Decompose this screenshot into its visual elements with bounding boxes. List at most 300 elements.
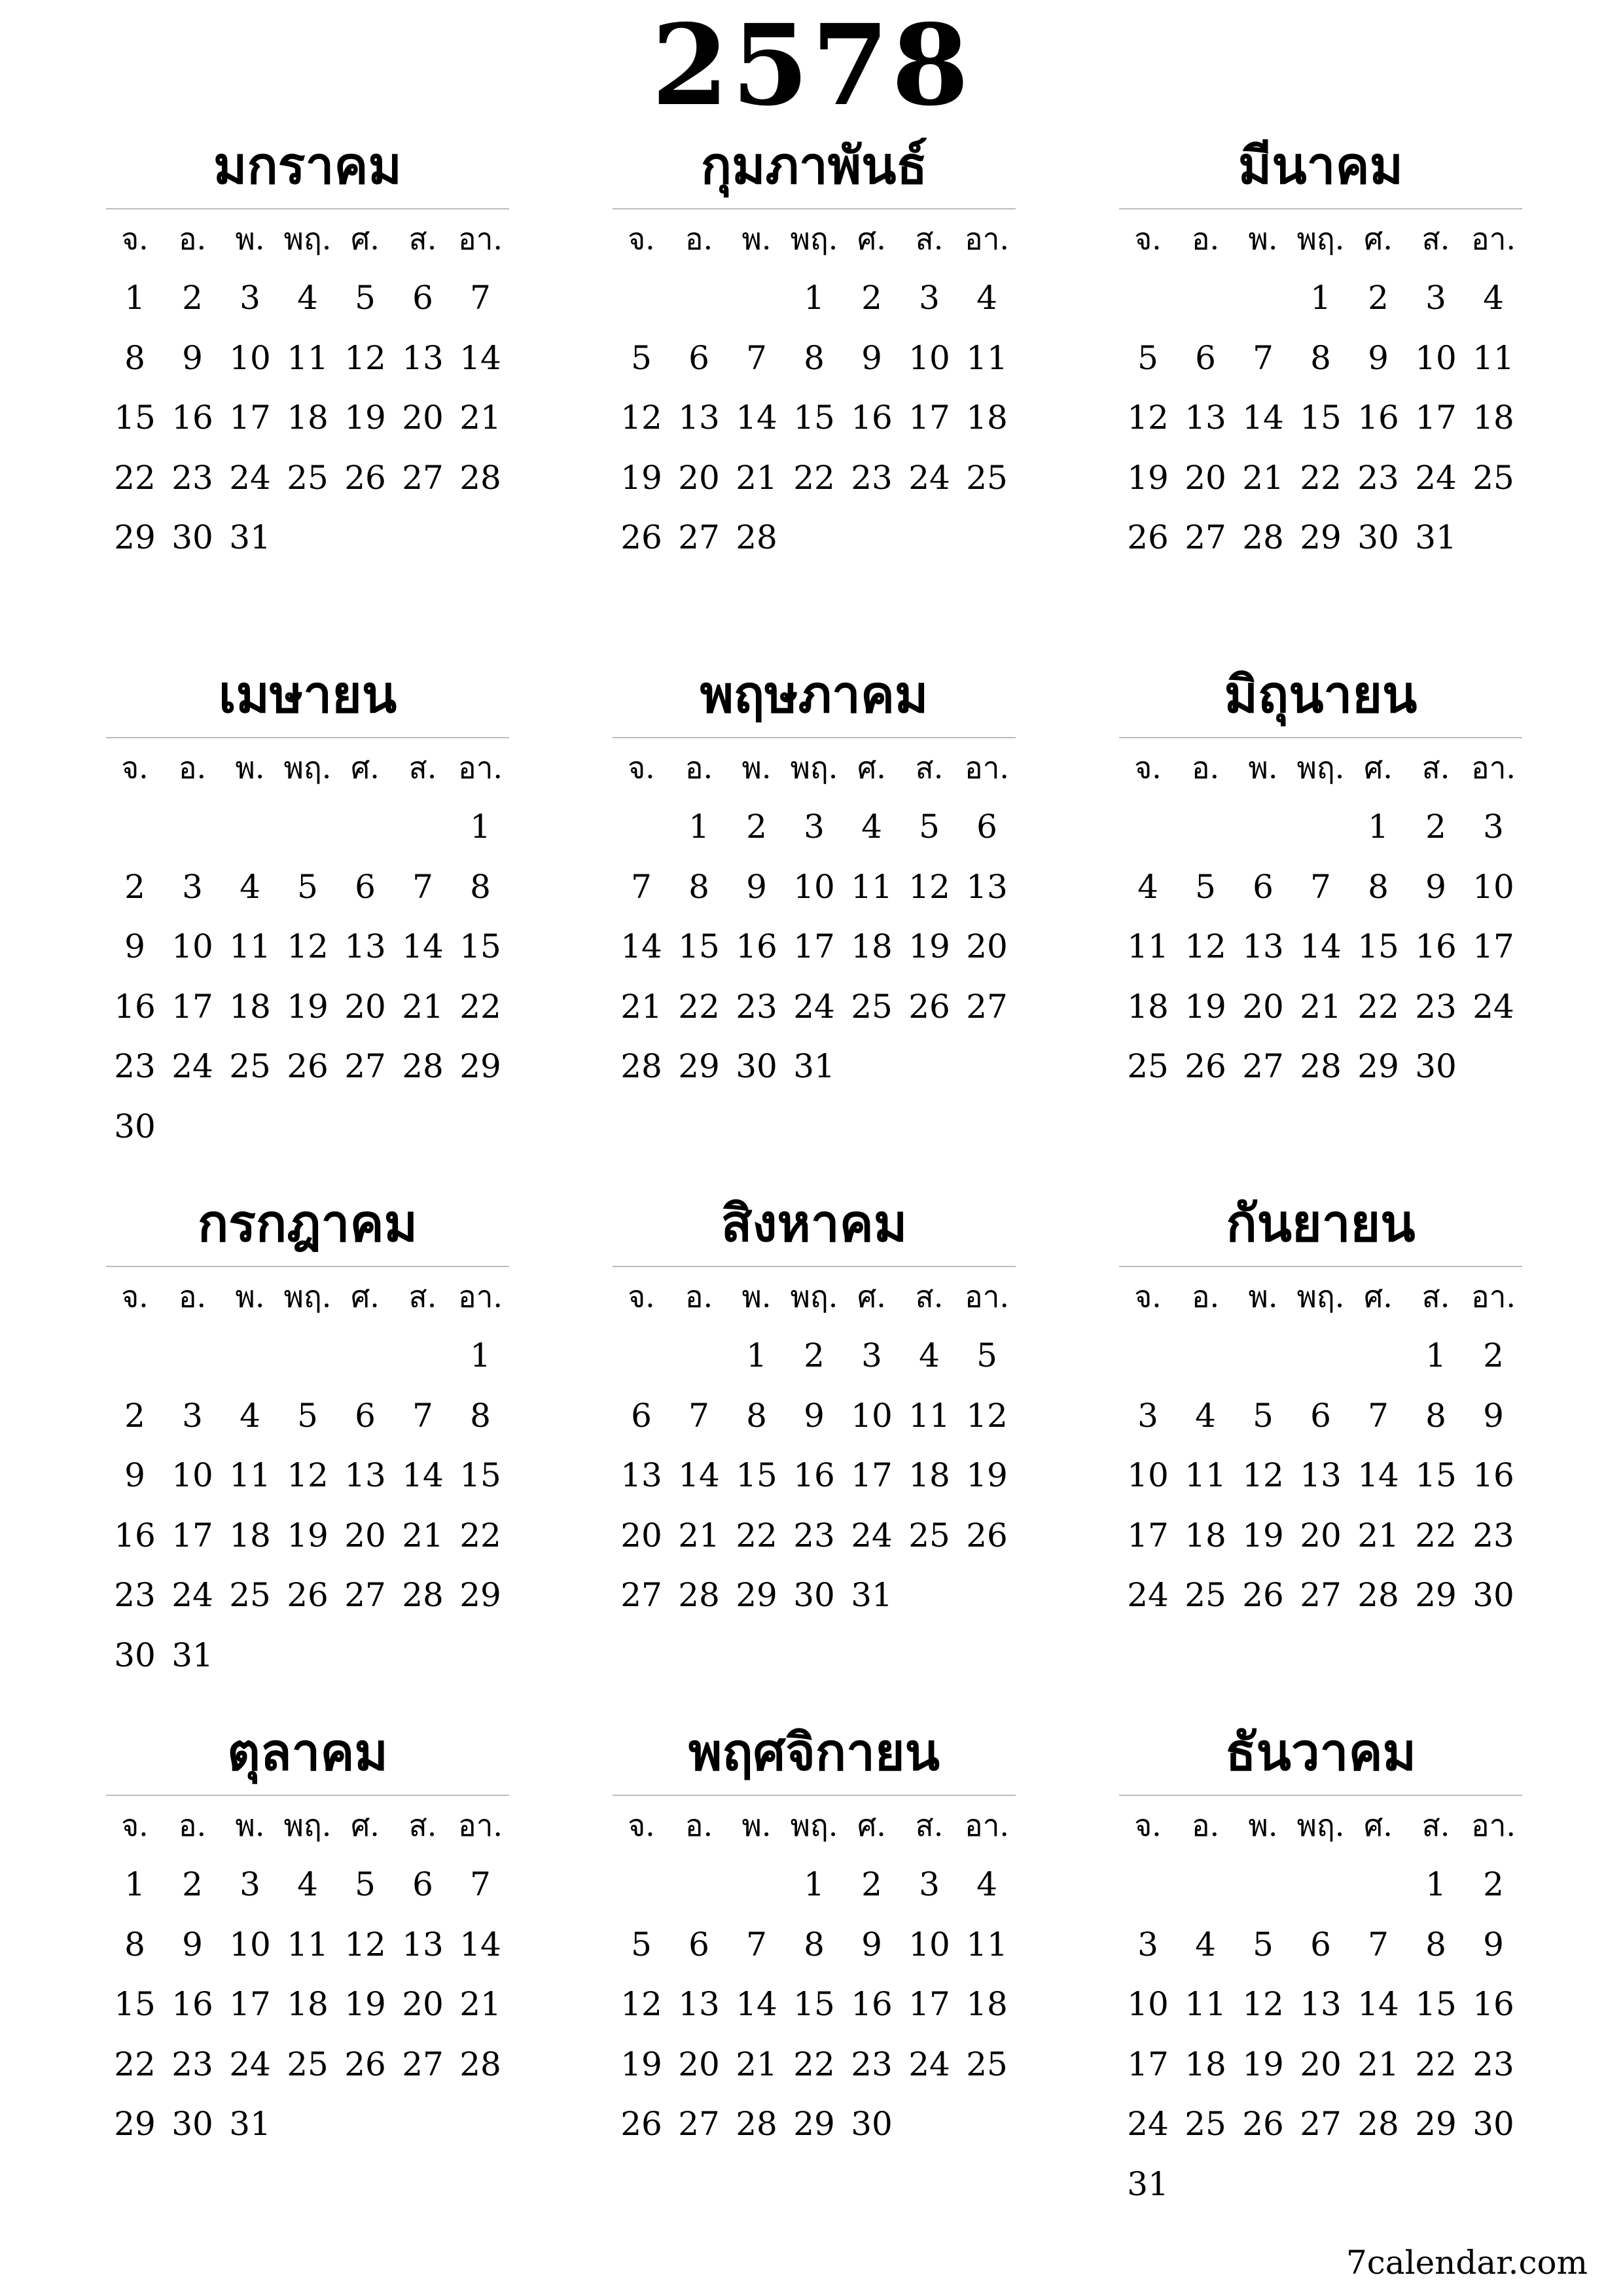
day-cell: 5 (355, 1865, 376, 1903)
weekday-label: ส. (408, 750, 437, 785)
empty-cell (336, 1326, 394, 1386)
day-cell: 11 (229, 1456, 271, 1494)
day-cell: 22 (1357, 987, 1399, 1026)
day-cell: 29 (1415, 1576, 1457, 1614)
weekday-label: จ. (121, 1808, 149, 1843)
day-cell: 19 (620, 458, 662, 497)
weekday-label: อา. (1471, 750, 1516, 785)
day-cell: 7 (412, 1396, 433, 1435)
day-cell: 7 (746, 338, 767, 377)
day-cell: 12 (344, 338, 386, 377)
day-cell: 22 (736, 1516, 777, 1554)
weekday-label: พฤ. (1296, 1808, 1345, 1843)
day-cell: 27 (678, 518, 720, 556)
day-cell: 24 (229, 458, 271, 497)
day-cell: 26 (344, 458, 386, 497)
empty-cell (1234, 1326, 1292, 1386)
day-cell: 12 (908, 867, 950, 906)
day-cell: 23 (1472, 1516, 1514, 1554)
weekday-label: พ. (235, 750, 265, 785)
weekday-label: อา. (964, 1279, 1010, 1314)
day-cell: 9 (804, 1396, 825, 1435)
day-cell: 8 (1425, 1396, 1446, 1435)
day-cell: 15 (1415, 1456, 1457, 1494)
day-cell: 30 (851, 2105, 893, 2143)
weekday-label: จ. (121, 221, 149, 257)
day-cell: 17 (171, 987, 213, 1026)
day-cell: 15 (793, 399, 835, 437)
day-cell: 5 (297, 1396, 318, 1435)
day-cell: 9 (1483, 1396, 1504, 1435)
month-name: กุมภาพันธ์ (700, 137, 928, 196)
day-cell: 5 (976, 1336, 997, 1374)
day-cell: 20 (1300, 2045, 1342, 2083)
day-cell: 29 (459, 1576, 501, 1614)
day-grid (106, 797, 509, 1157)
day-cell: 22 (114, 2045, 156, 2083)
day-cell: 27 (1242, 1047, 1284, 1085)
day-cell: 1 (1425, 1336, 1446, 1374)
day-cell: 18 (1185, 1516, 1226, 1554)
day-cell: 24 (1472, 987, 1514, 1026)
weekday-label: อ. (685, 1279, 713, 1314)
day-cell: 14 (736, 1985, 777, 2023)
weekday-label: พ. (741, 750, 772, 785)
weekday-label: อา. (457, 221, 503, 257)
month-block (106, 653, 509, 1182)
day-cell: 23 (114, 1576, 156, 1614)
day-cell: 26 (620, 2105, 662, 2143)
weekday-label: อา. (1471, 1808, 1516, 1843)
months-grid (106, 124, 1522, 2240)
day-cell: 30 (1357, 518, 1399, 556)
weekday-label: ส. (408, 1279, 437, 1314)
weekday-label: ส. (915, 1279, 944, 1314)
day-cell: 14 (459, 338, 501, 377)
day-cell: 26 (620, 518, 662, 556)
day-cell: 15 (1300, 399, 1342, 437)
day-grid (613, 268, 1016, 568)
day-cell: 9 (746, 867, 767, 906)
day-cell: 2 (804, 1336, 825, 1374)
day-cell: 9 (1368, 338, 1389, 377)
weekday-label: ศ. (1364, 221, 1393, 257)
day-cell: 20 (402, 399, 444, 437)
day-cell: 12 (620, 399, 662, 437)
day-cell: 29 (678, 1047, 720, 1085)
day-cell: 30 (1472, 1576, 1514, 1614)
weekday-label: ศ. (1364, 1279, 1393, 1314)
weekday-header (1119, 1796, 1522, 1855)
day-cell: 14 (1242, 399, 1284, 437)
day-cell: 5 (1253, 1396, 1274, 1435)
weekday-label: อ. (1191, 1808, 1220, 1843)
day-cell: 2 (861, 1865, 882, 1903)
day-cell: 23 (114, 1047, 156, 1085)
day-cell: 3 (861, 1336, 882, 1374)
day-cell: 13 (402, 1925, 444, 1964)
day-cell: 25 (1472, 458, 1514, 497)
day-cell: 18 (908, 1456, 950, 1494)
day-cell: 3 (804, 808, 825, 846)
empty-cell (1349, 1855, 1407, 1915)
day-cell: 26 (344, 2045, 386, 2083)
month-block (1119, 1182, 1522, 1711)
weekday-label: ศ. (857, 750, 886, 785)
footer-site: 7calendar.com (1346, 2244, 1588, 2282)
day-cell: 9 (182, 338, 203, 377)
day-cell: 12 (620, 1985, 662, 2023)
weekday-label: พ. (1248, 750, 1278, 785)
day-cell: 16 (736, 927, 777, 965)
month-block (106, 1182, 509, 1711)
day-cell: 31 (171, 1636, 213, 1674)
day-cell: 6 (688, 338, 709, 377)
weekday-header (1119, 1267, 1522, 1326)
empty-cell (1177, 797, 1234, 857)
day-cell: 10 (908, 1925, 950, 1964)
day-cell: 30 (1472, 2105, 1514, 2143)
day-cell: 4 (240, 867, 260, 906)
day-cell: 8 (1368, 867, 1389, 906)
day-cell: 25 (1127, 1047, 1169, 1085)
day-cell: 15 (459, 927, 501, 965)
day-cell: 27 (1300, 1576, 1342, 1614)
day-cell: 25 (1185, 1576, 1226, 1614)
year-title: 2578 (651, 0, 972, 131)
weekday-label: พ. (741, 1279, 772, 1314)
empty-cell (613, 1326, 670, 1386)
day-cell: 8 (1310, 338, 1331, 377)
day-cell: 12 (287, 927, 329, 965)
day-cell: 1 (746, 1336, 767, 1374)
day-cell: 10 (908, 338, 950, 377)
day-cell: 11 (1127, 927, 1169, 965)
day-cell: 12 (1127, 399, 1169, 437)
day-cell: 22 (793, 2045, 835, 2083)
weekday-label: พฤ. (790, 1808, 838, 1843)
day-cell: 13 (402, 338, 444, 377)
day-cell: 4 (1195, 1396, 1216, 1435)
day-cell: 21 (1357, 1516, 1399, 1554)
day-cell: 27 (344, 1047, 386, 1085)
empty-cell (1292, 797, 1349, 857)
day-cell: 4 (1483, 279, 1504, 317)
day-cell: 24 (851, 1516, 893, 1554)
day-cell: 25 (287, 458, 329, 497)
day-cell: 27 (1185, 518, 1226, 556)
day-cell: 9 (182, 1925, 203, 1964)
day-grid (106, 1855, 509, 2155)
weekday-label: จ. (628, 1808, 655, 1843)
day-cell: 25 (908, 1516, 950, 1554)
day-cell: 20 (966, 927, 1008, 965)
day-cell: 18 (966, 1985, 1008, 2023)
day-cell: 21 (1242, 458, 1284, 497)
day-cell: 6 (412, 1865, 433, 1903)
weekday-label: อ. (685, 750, 713, 785)
day-cell: 3 (1425, 279, 1446, 317)
day-cell: 1 (804, 279, 825, 317)
day-cell: 29 (1357, 1047, 1399, 1085)
day-cell: 13 (678, 399, 720, 437)
day-cell: 25 (966, 458, 1008, 497)
day-cell: 21 (459, 399, 501, 437)
day-cell: 24 (908, 458, 950, 497)
day-cell: 5 (631, 1925, 652, 1964)
empty-cell (221, 797, 279, 857)
day-cell: 25 (287, 2045, 329, 2083)
day-cell: 26 (908, 987, 950, 1026)
day-cell: 23 (171, 458, 213, 497)
day-cell: 22 (459, 987, 501, 1026)
weekday-label: จ. (1134, 1279, 1162, 1314)
month-block (613, 1182, 1016, 1711)
day-cell: 24 (229, 2045, 271, 2083)
weekday-label: พ. (741, 221, 772, 257)
day-grid (613, 1326, 1016, 1626)
day-cell: 18 (229, 1516, 271, 1554)
weekday-label: ส. (1421, 750, 1450, 785)
day-cell: 27 (402, 2045, 444, 2083)
weekday-header (106, 1267, 509, 1326)
day-cell: 30 (1415, 1047, 1457, 1085)
day-cell: 5 (297, 867, 318, 906)
day-cell: 28 (1242, 518, 1284, 556)
day-cell: 24 (1415, 458, 1457, 497)
day-cell: 13 (344, 1456, 386, 1494)
day-cell: 19 (344, 1985, 386, 2023)
day-cell: 10 (171, 927, 213, 965)
day-cell: 13 (1300, 1985, 1342, 2023)
day-cell: 21 (1357, 2045, 1399, 2083)
day-cell: 8 (124, 1925, 145, 1964)
day-cell: 16 (171, 399, 213, 437)
weekday-label: ส. (915, 1808, 944, 1843)
day-cell: 20 (344, 1516, 386, 1554)
day-cell: 13 (1185, 399, 1226, 437)
day-cell: 6 (631, 1396, 652, 1435)
day-cell: 6 (1310, 1925, 1331, 1964)
day-cell: 1 (1310, 279, 1331, 317)
day-cell: 27 (344, 1576, 386, 1614)
weekday-label: ศ. (351, 1808, 380, 1843)
day-cell: 1 (1368, 808, 1389, 846)
day-cell: 15 (1415, 1985, 1457, 2023)
empty-cell (1234, 1855, 1292, 1915)
weekday-label: อ. (1191, 1279, 1220, 1314)
day-cell: 4 (861, 808, 882, 846)
day-cell: 7 (1310, 867, 1331, 906)
day-cell: 28 (736, 2105, 777, 2143)
weekday-label: อา. (457, 1808, 503, 1843)
day-cell: 7 (1368, 1396, 1389, 1435)
month-name: มกราคม (213, 137, 402, 196)
day-cell: 17 (908, 1985, 950, 2023)
day-cell: 2 (861, 279, 882, 317)
empty-cell (336, 797, 394, 857)
empty-cell (279, 1326, 336, 1386)
empty-cell (1292, 1855, 1349, 1915)
day-cell: 31 (793, 1047, 835, 1085)
weekday-label: พฤ. (283, 750, 332, 785)
day-cell: 28 (1300, 1047, 1342, 1085)
day-cell: 6 (976, 808, 997, 846)
day-cell: 15 (459, 1456, 501, 1494)
day-cell: 24 (908, 2045, 950, 2083)
day-cell: 18 (1185, 2045, 1226, 2083)
day-cell: 14 (1357, 1456, 1399, 1494)
day-cell: 6 (1310, 1396, 1331, 1435)
day-cell: 30 (793, 1576, 835, 1614)
empty-cell (728, 268, 785, 329)
day-cell: 28 (678, 1576, 720, 1614)
day-cell: 26 (1185, 1047, 1226, 1085)
weekday-header (106, 1796, 509, 1855)
day-cell: 17 (1415, 399, 1457, 437)
weekday-header (1119, 738, 1522, 797)
month-name: มีนาคม (1238, 137, 1404, 196)
day-cell: 19 (966, 1456, 1008, 1494)
day-cell: 28 (402, 1047, 444, 1085)
day-cell: 17 (229, 1985, 271, 2023)
day-cell: 12 (1242, 1456, 1284, 1494)
day-cell: 5 (919, 808, 940, 846)
day-cell: 11 (229, 927, 271, 965)
day-cell: 4 (1137, 867, 1158, 906)
day-cell: 7 (1368, 1925, 1389, 1964)
day-cell: 20 (678, 458, 720, 497)
weekday-label: อา. (457, 750, 503, 785)
day-cell: 8 (124, 338, 145, 377)
day-cell: 10 (851, 1396, 893, 1435)
day-cell: 8 (470, 867, 491, 906)
weekday-label: จ. (628, 1279, 655, 1314)
day-cell: 4 (240, 1396, 260, 1435)
weekday-label: ศ. (351, 1279, 380, 1314)
weekday-label: พ. (741, 1808, 772, 1843)
weekday-label: อา. (1471, 221, 1516, 257)
day-cell: 30 (736, 1047, 777, 1085)
day-cell: 2 (1368, 279, 1389, 317)
weekday-label: ส. (408, 221, 437, 257)
day-cell: 28 (459, 2045, 501, 2083)
day-cell: 6 (355, 1396, 376, 1435)
day-cell: 2 (1483, 1336, 1504, 1374)
month-name: สิงหาคม (721, 1194, 908, 1253)
day-cell: 7 (412, 867, 433, 906)
weekday-label: พ. (1248, 1279, 1278, 1314)
day-cell: 11 (966, 1925, 1008, 1964)
day-cell: 29 (793, 2105, 835, 2143)
day-cell: 1 (470, 808, 491, 846)
day-cell: 22 (1415, 2045, 1457, 2083)
day-cell: 17 (229, 399, 271, 437)
weekday-label: ศ. (1364, 750, 1393, 785)
day-cell: 4 (919, 1336, 940, 1374)
weekday-label: พ. (1248, 1808, 1278, 1843)
day-cell: 6 (1195, 338, 1216, 377)
day-cell: 26 (287, 1047, 329, 1085)
weekday-label: ศ. (857, 1808, 886, 1843)
weekday-label: พฤ. (1296, 221, 1345, 257)
day-cell: 9 (861, 1925, 882, 1964)
day-cell: 5 (1195, 867, 1216, 906)
weekday-label: พฤ. (283, 1279, 332, 1314)
day-cell: 20 (1242, 987, 1284, 1026)
day-cell: 15 (114, 399, 156, 437)
weekday-label: จ. (121, 1279, 149, 1314)
day-cell: 4 (976, 1865, 997, 1903)
day-cell: 12 (1185, 927, 1226, 965)
day-cell: 16 (851, 1985, 893, 2023)
weekday-label: จ. (121, 750, 149, 785)
month-block (106, 124, 509, 653)
month-block (1119, 124, 1522, 653)
weekday-label: พฤ. (283, 221, 332, 257)
day-cell: 28 (736, 518, 777, 556)
day-cell: 19 (1127, 458, 1169, 497)
day-cell: 24 (1127, 1576, 1169, 1614)
day-cell: 14 (678, 1456, 720, 1494)
day-cell: 3 (240, 279, 260, 317)
day-cell: 11 (1185, 1456, 1226, 1494)
day-grid (1119, 1855, 1522, 2214)
weekday-header (1119, 209, 1522, 268)
empty-cell (1119, 1855, 1177, 1915)
weekday-label: จ. (1134, 1808, 1162, 1843)
day-cell: 28 (459, 458, 501, 497)
day-cell: 28 (1357, 2105, 1399, 2143)
empty-cell (394, 1326, 452, 1386)
day-cell: 22 (114, 458, 156, 497)
weekday-header (613, 738, 1016, 797)
weekday-label: พฤ. (790, 750, 838, 785)
day-cell: 9 (1483, 1925, 1504, 1964)
day-cell: 17 (1127, 1516, 1169, 1554)
empty-cell (1234, 268, 1292, 329)
day-cell: 31 (1415, 518, 1457, 556)
day-cell: 17 (171, 1516, 213, 1554)
day-cell: 20 (620, 1516, 662, 1554)
day-cell: 19 (287, 1516, 329, 1554)
day-cell: 7 (470, 279, 491, 317)
day-cell: 14 (1300, 927, 1342, 965)
weekday-label: ศ. (351, 221, 380, 257)
day-cell: 6 (688, 1925, 709, 1964)
day-cell: 21 (678, 1516, 720, 1554)
empty-cell (1349, 1326, 1407, 1386)
empty-cell (670, 1326, 728, 1386)
empty-cell (1177, 268, 1234, 329)
empty-cell (1234, 797, 1292, 857)
day-cell: 29 (459, 1047, 501, 1085)
empty-cell (106, 1326, 164, 1386)
day-cell: 5 (1253, 1925, 1274, 1964)
weekday-label: ส. (1421, 1279, 1450, 1314)
day-cell: 25 (966, 2045, 1008, 2083)
weekday-label: พฤ. (790, 1279, 838, 1314)
day-cell: 3 (1137, 1396, 1158, 1435)
day-cell: 19 (1185, 987, 1226, 1026)
weekday-label: ส. (408, 1808, 437, 1843)
day-cell: 3 (182, 867, 203, 906)
weekday-label: พ. (235, 221, 265, 257)
day-cell: 31 (229, 2105, 271, 2143)
day-cell: 14 (402, 1456, 444, 1494)
day-cell: 17 (1127, 2045, 1169, 2083)
day-cell: 21 (402, 987, 444, 1026)
